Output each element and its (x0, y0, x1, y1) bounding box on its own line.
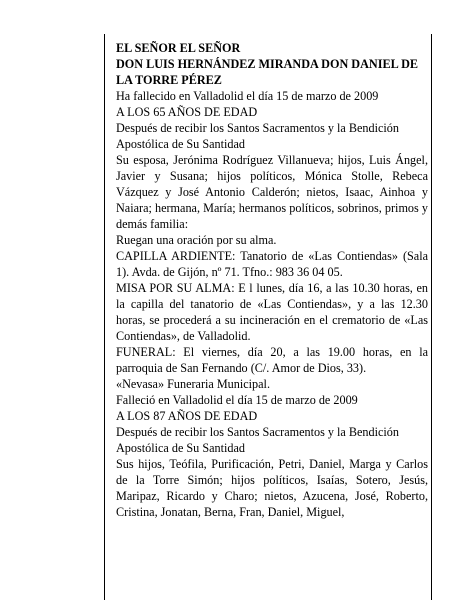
obituary-chapel-1: CAPILLA ARDIENTE: Tanatorio de «Las Contiendas» (Sala 1). Avda. de Gijón, nº 71. Tfno.: 983 36 04 05. (116, 249, 428, 279)
obituary-age-1: A LOS 65 AÑOS DE EDAD (116, 105, 258, 119)
obituary-age-2: A LOS 87 AÑOS DE EDAD (116, 409, 258, 423)
obituary-family-1: Su esposa, Jerónima Rodríguez Villanueva; hijos, Luis Ángel, Javier y Susana; hijos políticos, Mónica Stolle, Rebeca Vázquez y José Antonio Calderón; nietos, Isaac, Ainhoa y Naiara; hermana, María; hermanos políticos, sobrinos, primos y demás familia: (116, 153, 428, 231)
obituary-family-2: Sus hijos, Teófila, Purificación, Petri, Daniel, Marga y Carlos de la Torre Simón; hijos políticos, Isaías, Sotero, Jesús, Maripaz, Ricardo y Charo; nietos, Azucena, José, Roberto, Cristina, Jonatan, Berna, Fran, Daniel, Miguel, (116, 457, 428, 519)
column-border-left (104, 34, 105, 600)
obituary-column (116, 40, 428, 520)
obituary-death-date-2: Falleció en Valladolid el día 15 de marzo de 2009 (116, 393, 358, 407)
obituary-funeral-home-1: «Nevasa» Funeraria Municipal. (116, 377, 270, 391)
obituary-prayer-1: Ruegan una oración por su alma. (116, 233, 277, 247)
obituary-mass-1: MISA POR SU ALMA: E l lunes, día 16, a las 10.30 horas, en la capilla del tanatorio de «Las Contiendas», y a las 12.30 horas, se procederá a su incineración en el crematorio de «Las Contiendas», de Valladolid. (116, 281, 428, 343)
obituary-sacraments-1: Después de recibir los Santos Sacramentos y la Bendición Apostólica de Su Santidad (116, 121, 399, 151)
obituary-funeral-1: FUNERAL: El viernes, día 20, a las 19.00 horas, en la parroquia de San Fernando (C/. Amor de Dios, 33). (116, 345, 428, 375)
obituary-sacraments-2: Después de recibir los Santos Sacramentos y la Bendición Apostólica de Su Santidad (116, 425, 399, 455)
column-border-right (431, 34, 432, 600)
obituary-death-date-1: Ha fallecido en Valladolid el día 15 de marzo de 2009 (116, 89, 379, 103)
obituary-heading-names: DON LUIS HERNÁNDEZ MIRANDA DON DANIEL DE LA TORRE PÉREZ (116, 57, 419, 87)
obituary-heading-honorific: EL SEÑOR EL SEÑOR (116, 41, 241, 55)
